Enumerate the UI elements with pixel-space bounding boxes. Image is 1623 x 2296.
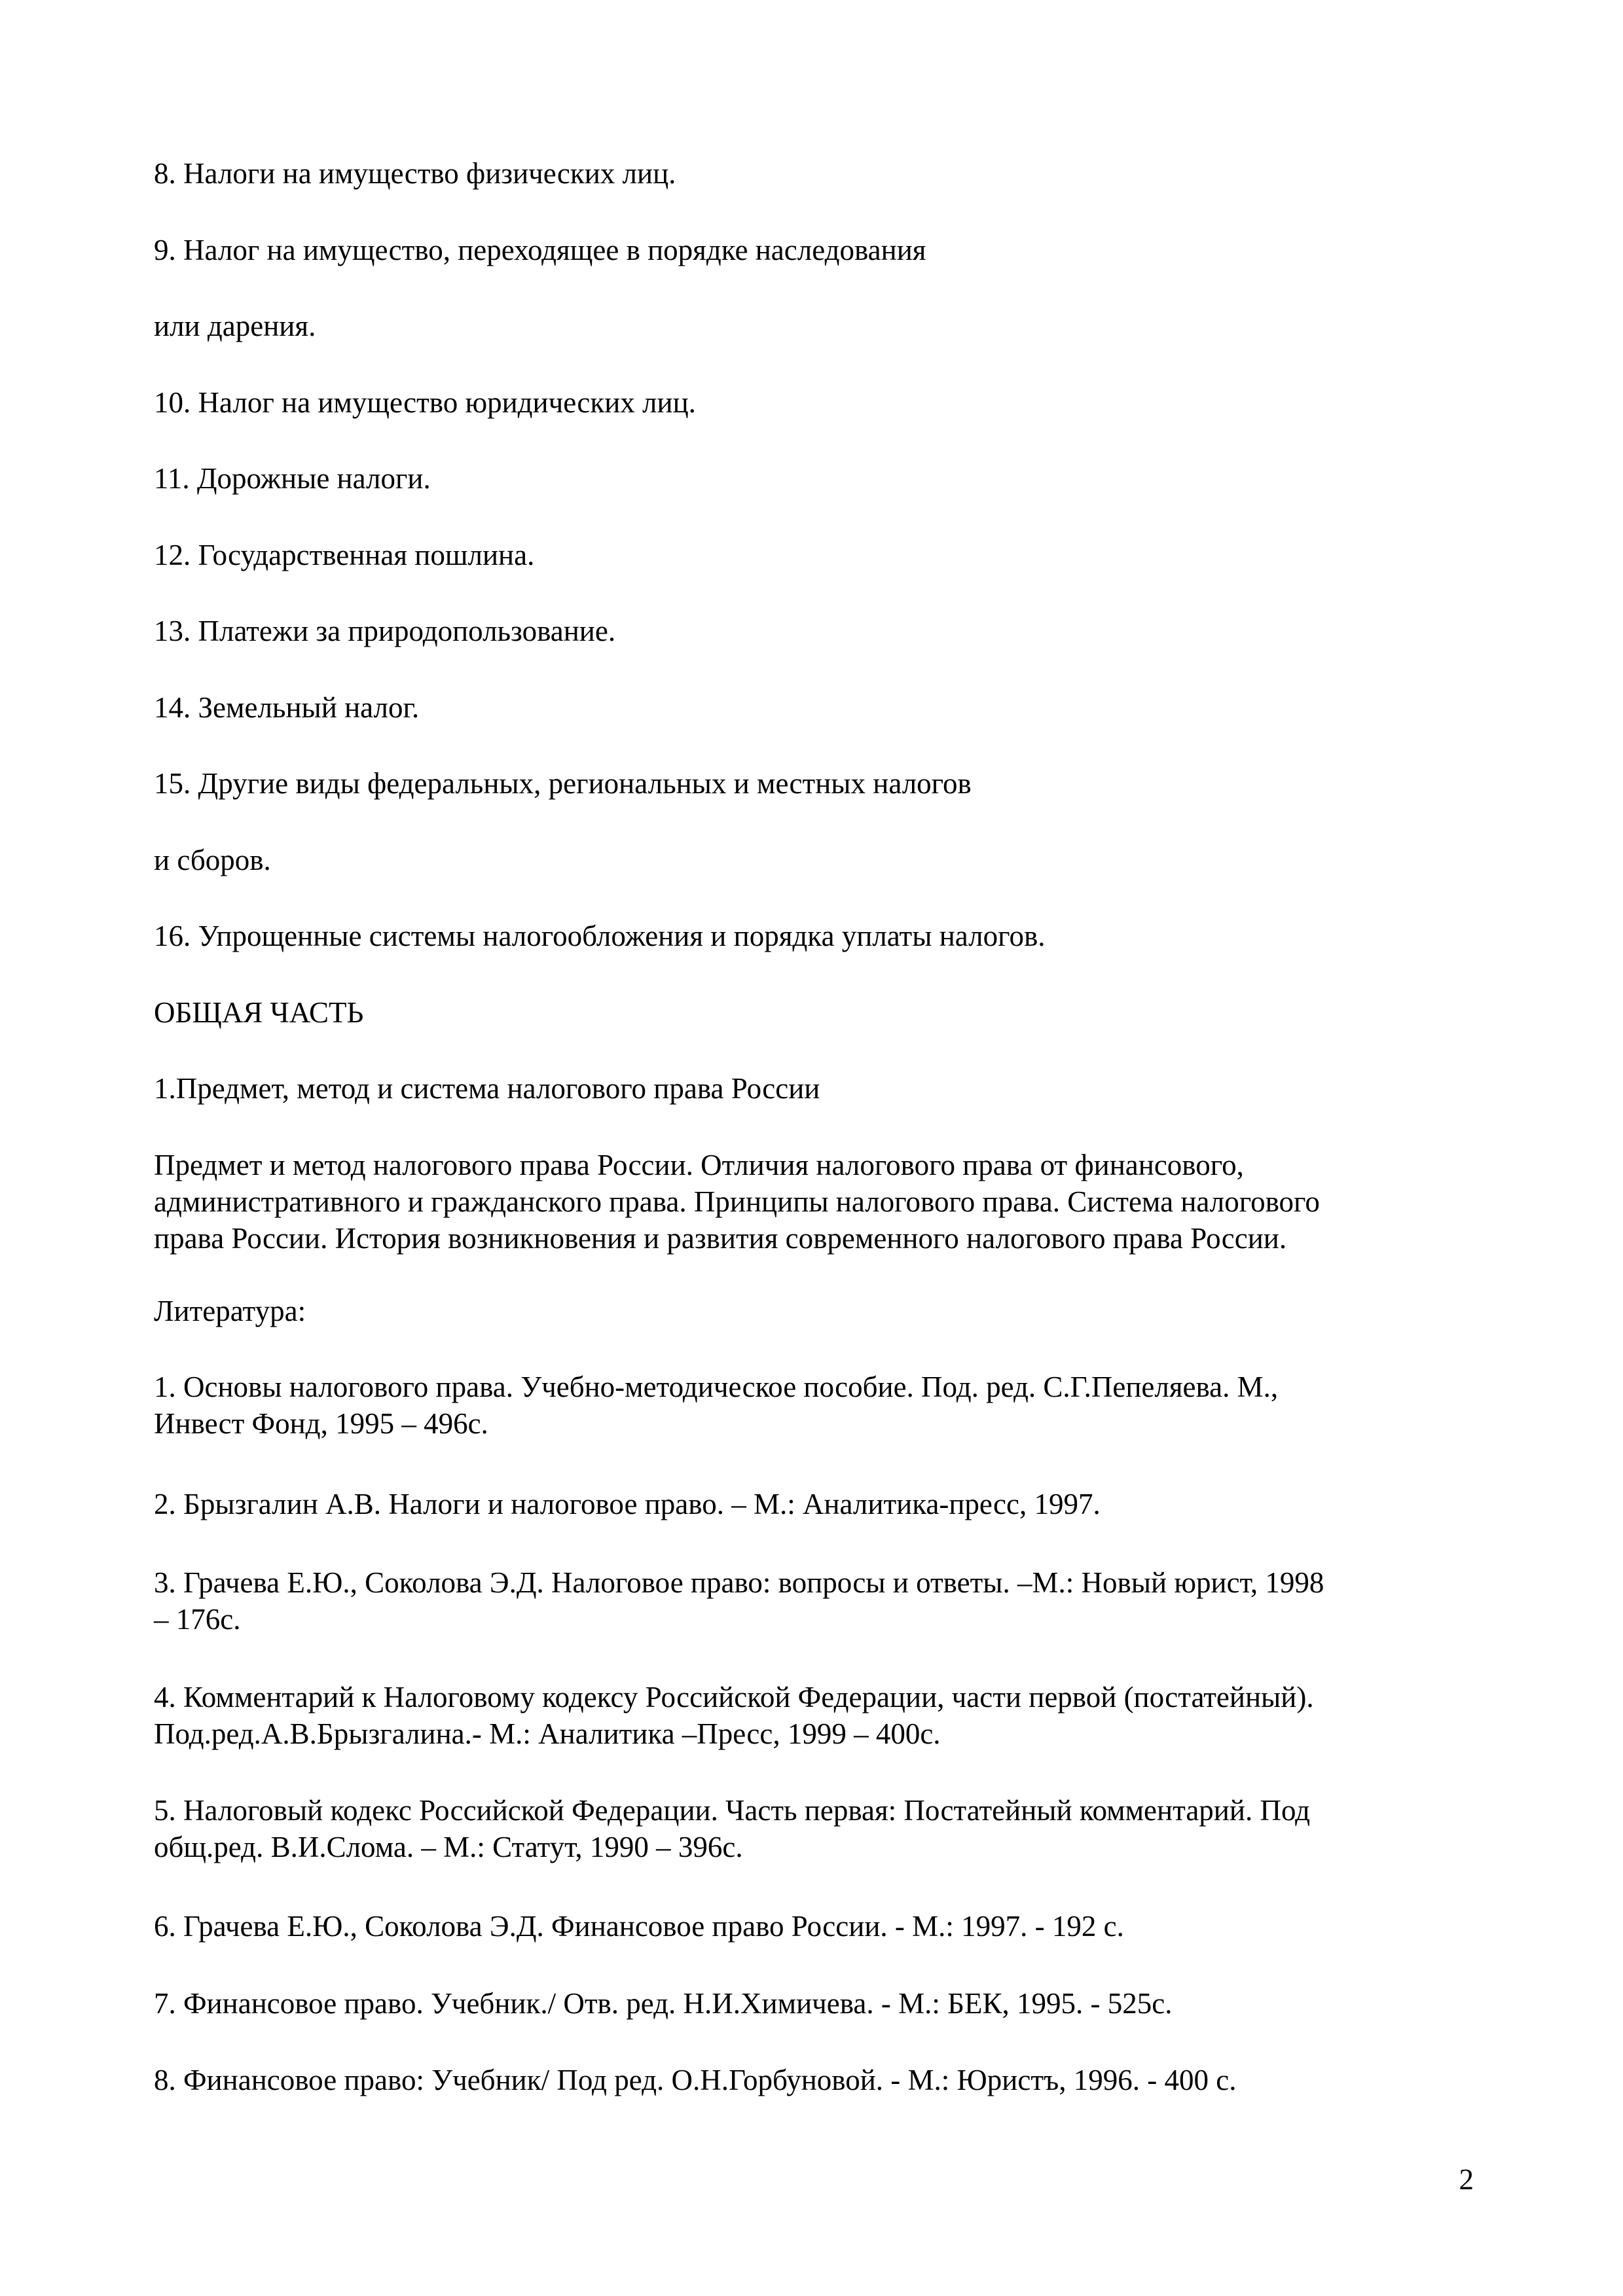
literature-entry-line: 6. Грачева Е.Ю., Соколова Э.Д. Финансовое право России. - М.: 1997. - 192 с. <box>154 1910 1124 1943</box>
literature-entry-line: 5. Налоговый кодекс Российской Федерации. Часть первая: Постатейный комментарий. Под <box>154 1794 1311 1827</box>
literature-entry-line: общ.ред. В.И.Слома. – М.: Статут, 1990 – 396с. <box>154 1831 743 1863</box>
outline-item-10: 10. Налог на имущество юридических лиц. <box>154 386 696 419</box>
topic-body-line: административного и гражданского права. Принципы налогового права. Система налогового <box>154 1185 1320 1218</box>
literature-entry-line: – 176с. <box>154 1603 241 1636</box>
literature-entry-6 <box>154 1908 1483 1945</box>
literature-entry-line: 7. Финансовое право. Учебник./ Отв. ред. Н.И.Химичева. - М.: БЕК, 1995. - 525с. <box>154 1987 1173 2020</box>
outline-item-13: 13. Платежи за природопользование. <box>154 615 616 647</box>
topic-body-line: права России. История возникновения и развития современного налогового права России. <box>154 1222 1287 1255</box>
literature-entry-4 <box>154 1679 1483 1752</box>
outline-item-9: 9. Налог на имущество, переходящее в порядке наследования <box>154 234 926 266</box>
outline-item-16: 16. Упрощенные системы налогообложения и порядка уплаты налогов. <box>154 920 1046 952</box>
literature-entry-line: Инвест Фонд, 1995 – 496с. <box>154 1407 488 1440</box>
literature-entry-1 <box>154 1369 1483 1442</box>
outline-item-9-continued: или дарения. <box>154 310 316 342</box>
literature-entry-line: Под.ред.А.В.Брызгалина.- М.: Аналитика –Пресс, 1999 – 400с. <box>154 1717 941 1750</box>
page-number: 2 <box>1459 2163 1474 2196</box>
literature-entry-line: 2. Брызгалин А.В. Налоги и налоговое право. – М.: Аналитика-пресс, 1997. <box>154 1488 1101 1520</box>
outline-item-15: 15. Другие виды федеральных, региональных и местных налогов <box>154 767 972 800</box>
literature-entry-7 <box>154 1985 1483 2022</box>
literature-entry-3 <box>154 1564 1483 1638</box>
outline-item-14: 14. Земельный налог. <box>154 691 420 724</box>
literature-entry-5 <box>154 1792 1483 1865</box>
outline-item-8: 8. Налоги на имущество физических лиц. <box>154 157 676 190</box>
literature-entry-8 <box>154 2062 1483 2098</box>
literature-entry-line: 4. Комментарий к Налоговому кодексу Российской Федерации, части первой (постатейный). <box>154 1681 1314 1713</box>
literature-entry-2 <box>154 1486 1483 1522</box>
literature-entry-line: 8. Финансовое право: Учебник/ Под ред. О.Н.Горбуновой. - М.: Юристъ, 1996. - 400 с. <box>154 2064 1237 2096</box>
topic-body <box>154 1147 1483 1257</box>
topic-body-line: Предмет и метод налогового права России. Отличия налогового права от финансового, <box>154 1149 1244 1181</box>
outline-item-12: 12. Государственная пошлина. <box>154 539 535 571</box>
outline-item-11: 11. Дорожные налоги. <box>154 462 431 495</box>
outline-item-15-continued: и сборов. <box>154 844 271 876</box>
literature-entry-line: 1. Основы налогового права. Учебно-методическое пособие. Под. ред. С.Г.Пепеляева. М., <box>154 1371 1279 1403</box>
topic-title: 1.Предмет, метод и система налогового права России <box>154 1072 820 1105</box>
section-heading: ОБЩАЯ ЧАСТЬ <box>154 996 364 1029</box>
literature-entry-line: 3. Грачева Е.Ю., Соколова Э.Д. Налоговое право: вопросы и ответы. –М.: Новый юрист, 1998 <box>154 1566 1324 1599</box>
literature-label: Литература: <box>154 1295 306 1327</box>
